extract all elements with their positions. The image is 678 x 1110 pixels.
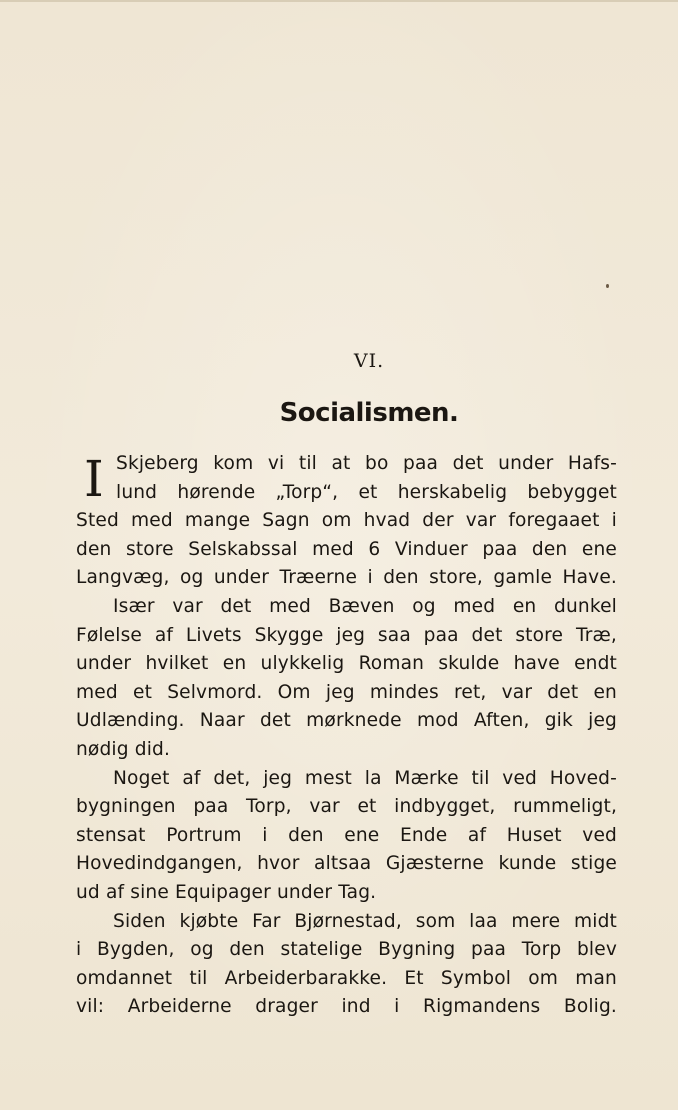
text-line: omdannet til Arbeiderbarakke. Et Symbol om man (76, 967, 617, 989)
text-line: Udlænding. Naar det mørknede mod Aften, gik jeg (76, 710, 617, 732)
text-line: Noget af det, jeg mest la Mærke til ved Hoved- (113, 767, 617, 789)
text-line: under hvilket en ulykkelig Roman skulde have endt (76, 653, 617, 675)
text-line: Skjeberg kom vi til at bo paa det under Hafs- (116, 453, 617, 474)
text-line: nødig did. (76, 738, 171, 760)
chapter-title: Socialismen. (279, 398, 459, 428)
text-line: Sted med mange Sagn om hvad der var foregaaet i (76, 510, 617, 532)
text-line: vil: Arbeiderne drager ind i Rigmandens Bolig. (76, 996, 617, 1018)
page-top-edge (0, 0, 678, 2)
text-line: bygningen paa Torp, var et indbygget, rummeligt, (76, 796, 617, 818)
text-line: Især var det med Bæven og med en dunkel (113, 595, 617, 617)
text-lines (76, 450, 617, 1022)
text-line: i Bygden, og den statelige Bygning paa Torp blev (76, 939, 617, 961)
text-line: Hovedindgangen, hvor altsaa Gjæsterne kunde stige (76, 853, 617, 875)
drop-cap-letter: I (84, 450, 104, 508)
text-line: stensat Portrum i den ene Ende af Huset ved (76, 824, 617, 846)
body-text (76, 450, 617, 1022)
text-line: lund hørende „Torp“, et herskabelig bebygget (116, 481, 617, 503)
text-line: Langvæg, og under Træerne i den store, gamle Have. (76, 567, 617, 589)
text-line: Siden kjøbte Far Bjørnestad, som laa mere midt (113, 910, 617, 932)
text-line: Følelse af Livets Skygge jeg saa paa det store Træ, (76, 624, 617, 646)
text-line: med et Selvmord. Om jeg mindes ret, var det en (76, 681, 617, 703)
opening-paragraph-start (76, 450, 617, 1022)
text-line: ud af sine Equipager under Tag. (76, 881, 377, 903)
chapter-number: VI. (353, 350, 385, 372)
paper-speck (606, 284, 609, 288)
text-line: den store Selskabssal med 6 Vinduer paa den ene (76, 538, 617, 560)
